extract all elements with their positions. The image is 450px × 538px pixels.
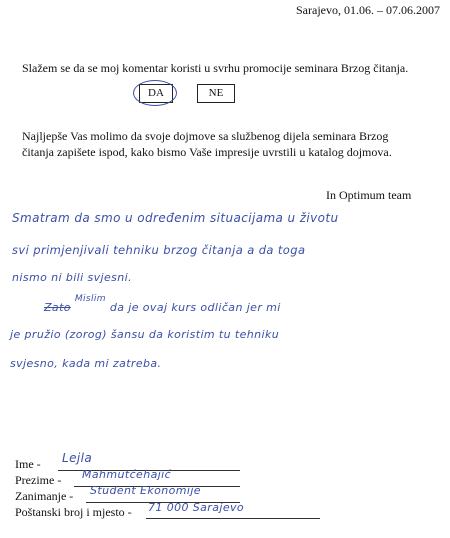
no-label: NE bbox=[208, 87, 224, 99]
occupation-value[interactable]: Student Ekonomije bbox=[90, 484, 201, 497]
comment-line-1: Smatram da smo u određenim situacijama u životu bbox=[12, 211, 339, 225]
postal-label: Poštanski broj i mjesto - bbox=[15, 505, 132, 519]
yes-selected-circle bbox=[133, 80, 177, 106]
name-value[interactable]: Lejla bbox=[62, 451, 93, 465]
comment-line-5: je pružio (zorog) šansu da koristim tu tehniku bbox=[10, 328, 280, 341]
comment-line-4-rest: da je ovaj kurs odličan jer mi bbox=[109, 301, 281, 314]
surname-value[interactable]: Mahmutćehajić bbox=[82, 468, 172, 481]
postal-value[interactable]: 71 000 Sarajevo bbox=[148, 501, 245, 514]
comment-struck-word: Zato bbox=[44, 301, 71, 314]
comment-line-2: svi primjenjivali tehniku brzog čitanja a da toga bbox=[12, 243, 306, 257]
team-signature: In Optimum team bbox=[326, 188, 412, 202]
consent-statement: Slažem se da se moj komentar koristi u svrhu promocije seminara Brzog čitanja. bbox=[22, 61, 409, 75]
postal-line bbox=[146, 518, 320, 519]
comment-line-6: svjesno, kada mi zatreba. bbox=[10, 357, 162, 370]
surname-label: Prezime - bbox=[15, 473, 62, 487]
place-date: Sarajevo, 01.06. – 07.06.2007 bbox=[296, 3, 440, 17]
name-label: Ime - bbox=[15, 457, 41, 471]
comment-inserted-word: Mislim bbox=[74, 294, 106, 304]
comment-line-4 bbox=[44, 294, 281, 314]
comment-line-3: nismo ni bili svjesni. bbox=[12, 271, 132, 284]
occupation-label: Zanimanje - bbox=[15, 489, 74, 503]
yes-label: DA bbox=[148, 87, 164, 99]
request-line-1: Najljepše Vas molimo da svoje dojmove sa službenog dijela seminara Brzog bbox=[22, 129, 389, 143]
request-line-2: čitanja zapišete ispod, kako bismo Vaše impresije uvrstili u katalog dojmova. bbox=[22, 145, 392, 159]
no-checkbox[interactable] bbox=[197, 84, 235, 103]
